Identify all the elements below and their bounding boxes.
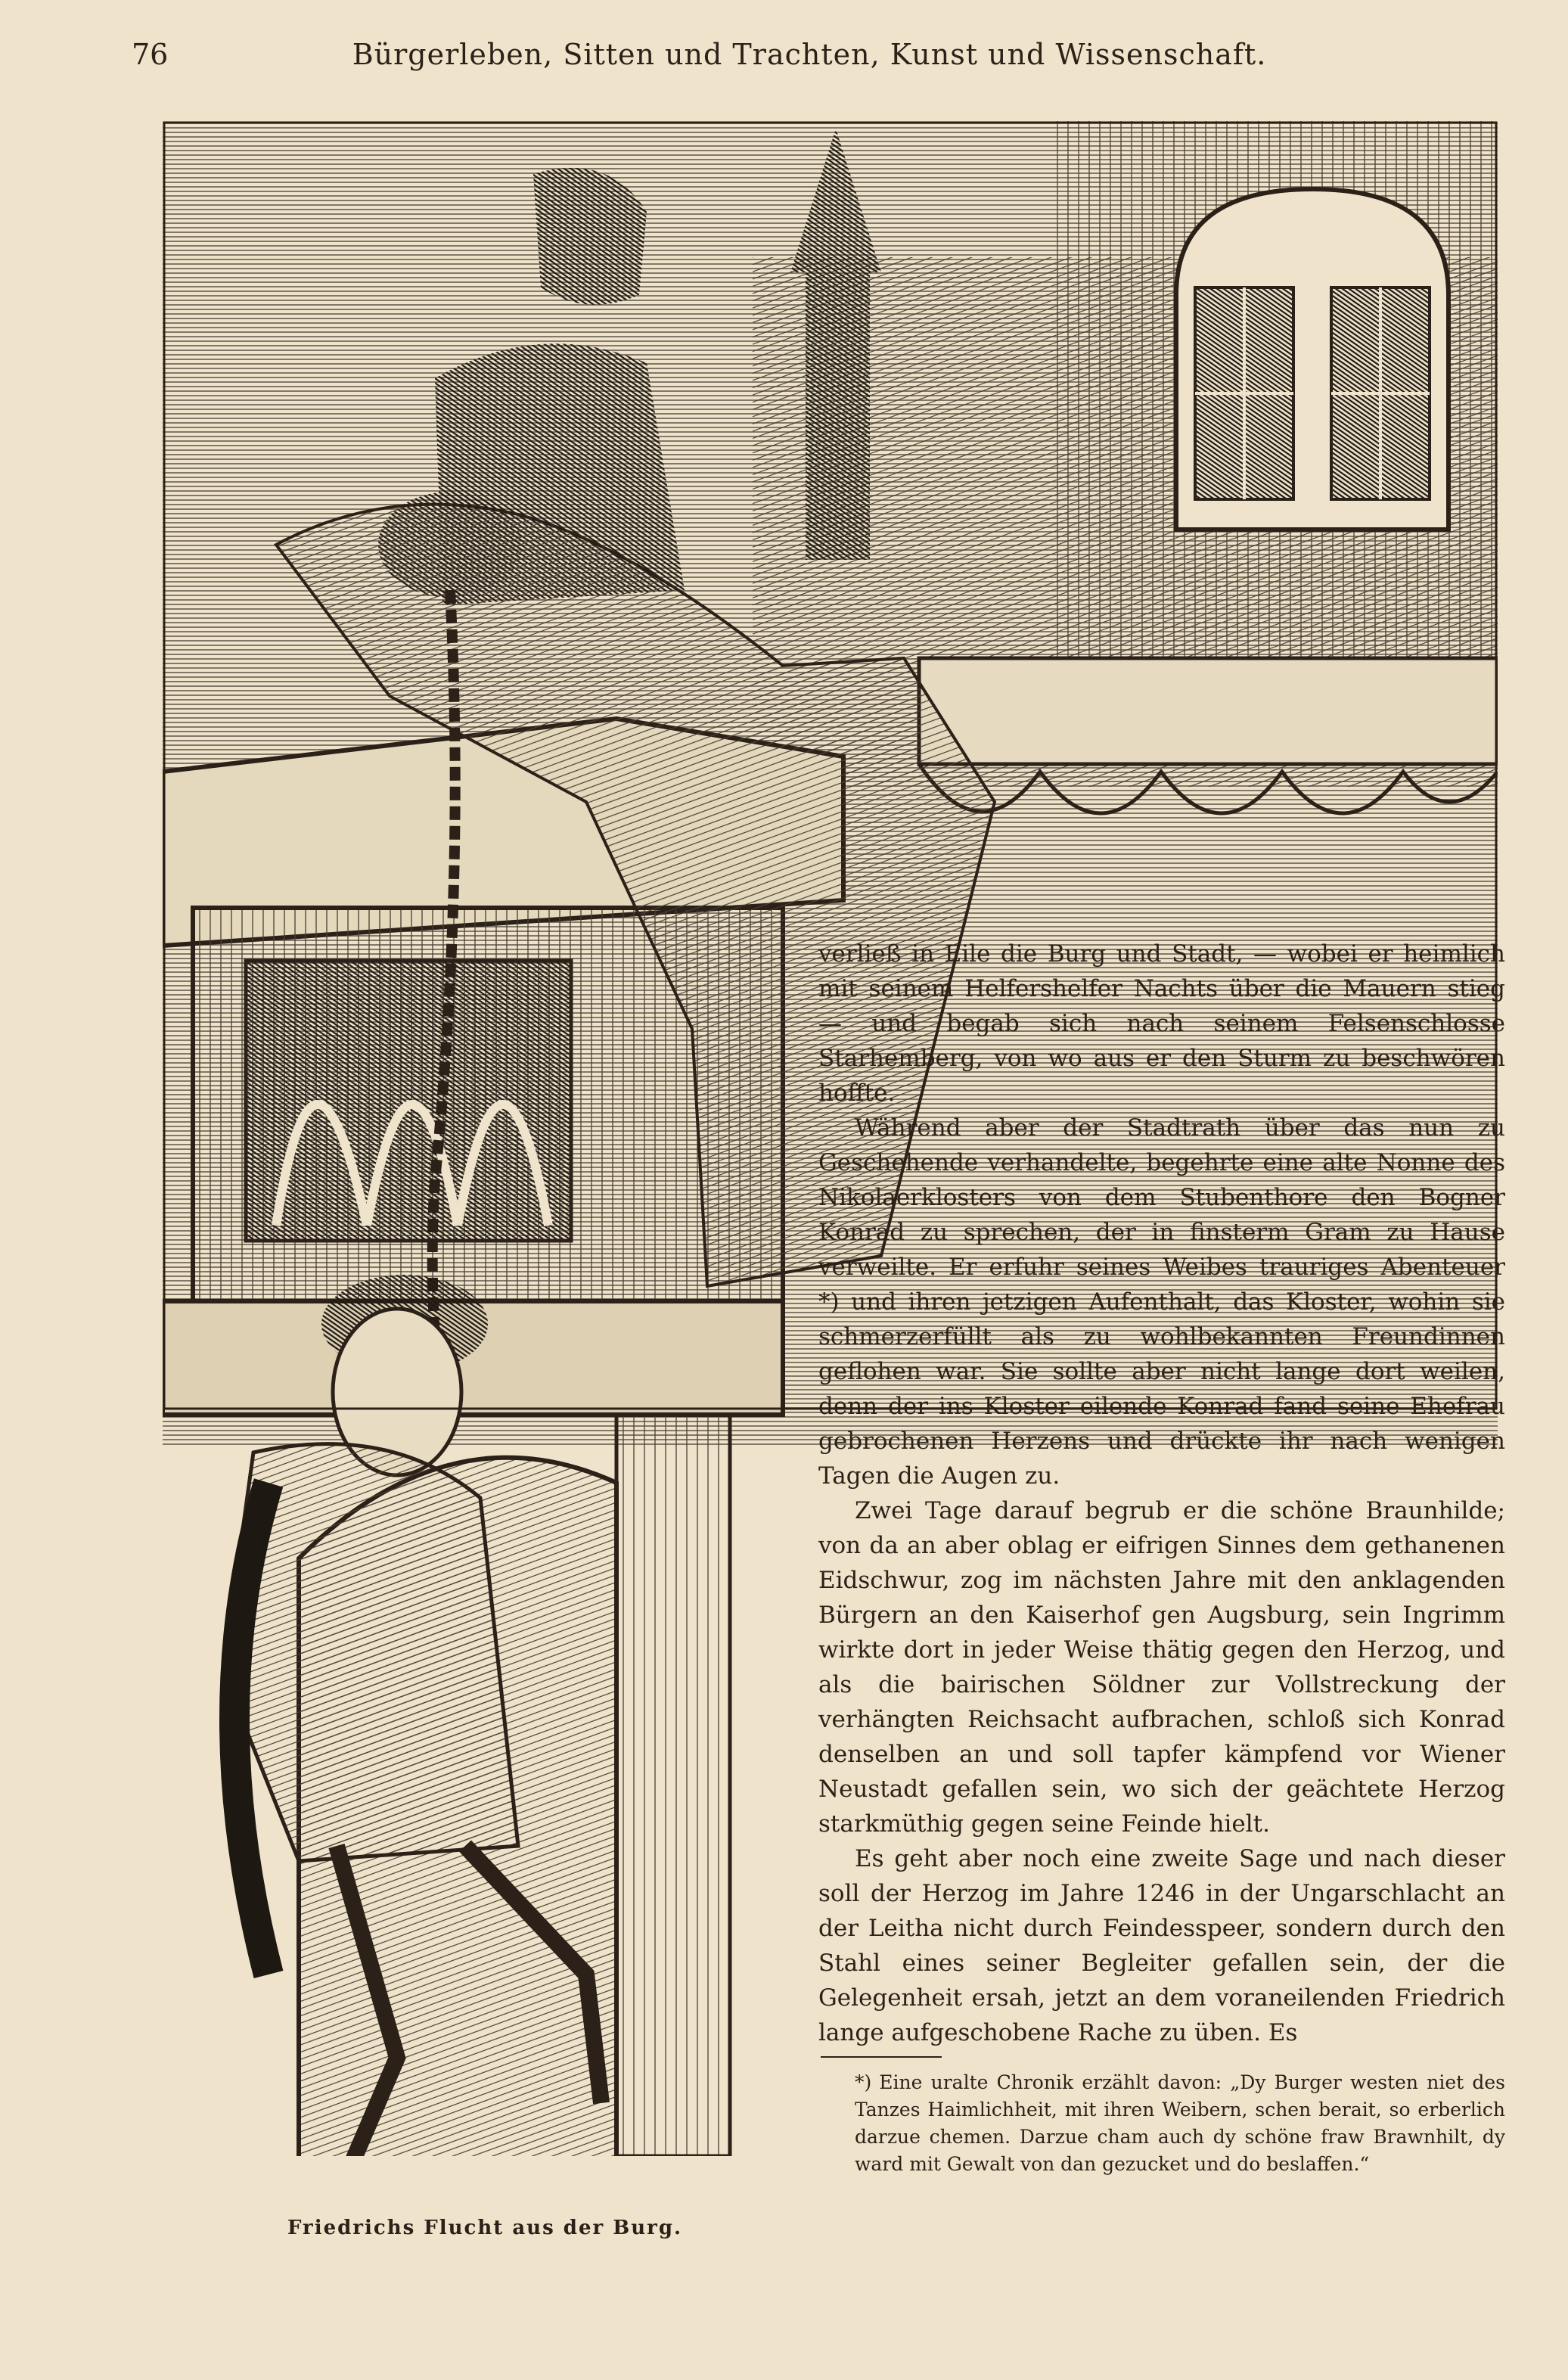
page-number: 76 xyxy=(132,38,169,71)
body-text xyxy=(818,937,1505,2050)
paragraph: Zwei Tage darauf begrub er die schöne Braunhilde; von da an aber oblag er eifrigen Sinnes dem gethanenen Eidschwur, zog im nächsten Jahre mit den anklagenden Bürgern an den Kaiserhof gen Augsburg, sein Ingrimm wirkte dort in jeder Weise thätig gegen den Herzog, und als die bairischen Söldner zur Vollstreckung der verhängten Reichsacht aufbrachen, schloß sich Konrad denselben an und soll tapfer kämpfend vor Wiener Neustadt gefallen sein, wo sich der geächtete Herzog starkmüthig gegen seine Feinde hielt. xyxy=(818,1497,1505,1838)
paragraph: Es geht aber noch eine zweite Sage und nach dieser soll der Herzog im Jahre 1246 in der Ungarschlacht an der Leitha nicht durch Feindesspeer, sondern durch den Stahl eines seiner Begleiter gefallen sein, der die Gelegenheit ersah, jetzt an dem voraneilenden Friedrich lange aufgeschobene Rache zu üben. Es xyxy=(818,1845,1505,2046)
footnote-marker: *) xyxy=(855,2071,872,2093)
illustration-caption: Friedrichs Flucht aus der Burg. xyxy=(287,2217,683,2239)
footnote-divider xyxy=(821,2056,942,2058)
running-title: Bürgerleben, Sitten und Trachten, Kunst und Wissenschaft. xyxy=(352,38,1267,71)
footnote-text: Eine uralte Chronik erzählt davon: „Dy Burger westen niet des Tanzes Haimlichheit, mit ihren Weibern, schen berait, so erberlich darzue chemen. Darzue cham auch dy schöne fraw Brawnhilt, dy ward mit Gewalt von dan gezucket und do beslaffen.“ xyxy=(855,2071,1505,2175)
paragraph: Während aber der Stadtrath über das nun zu Geschehende verhandelte, begehrte eine alte Nonne des Nikolaerklosters von dem Stubenthore den Bogner Konrad zu sprechen, der in finsterm Gram zu Hause verweilte. Er erfuhr seines Weibes trauriges Abenteuer *) und ihren jetzigen Aufenthalt, das Kloster, wohin sie schmerzerfüllt als zu wohlbekannten Freundinnen geflohen war. Sie sollte aber nicht lange dort weilen, denn der ins Kloster eilende Konrad fand seine Ehefrau gebrochenen Herzens und drückte ihr nach wenigen Tagen die Augen zu. xyxy=(818,1114,1505,1490)
footnote xyxy=(855,2069,1505,2178)
page-header xyxy=(113,38,1505,91)
paragraph: verließ in Eile die Burg und Stadt, — wobei er heimlich mit seinem Helfershelfer Nachts über die Mauern stieg — und begab sich nach seinem Felsenschlosse Starhemberg, von wo aus er den Sturm zu beschwören hoffte. xyxy=(818,940,1505,1107)
